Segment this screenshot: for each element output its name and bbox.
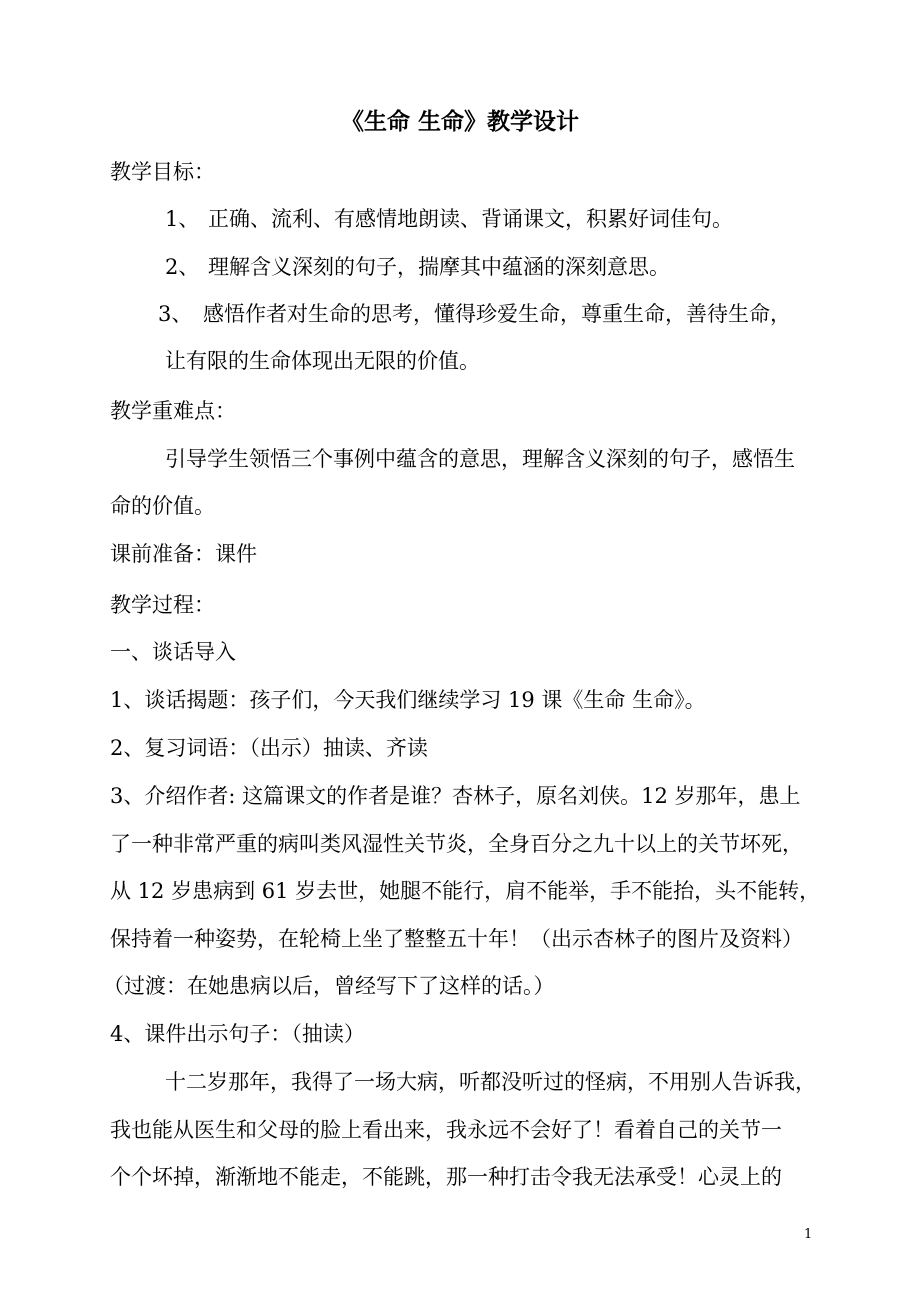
step-text: 4、课件出示句子：（抽读） (110, 1022, 365, 1046)
objective-text: 正确、流利、有感情地朗读、背诵课文，积累好词佳句。 (208, 207, 733, 231)
key-points-text: 命的价值。 (110, 494, 215, 518)
section-heading: 一、谈话导入 (110, 640, 236, 664)
step-text: 2、复习词语：（出示）抽读、齐读 (110, 736, 428, 760)
document-title: 《生命 生命》教学设计 (340, 108, 579, 135)
quote-text: 个个坏掉，渐渐地不能走，不能跳，那一种打击令我无法承受！心灵上的 (110, 1165, 782, 1189)
step-text: 从 12 岁患病到 61 岁去世，她腿不能行，肩不能举，手不能抬，头不能转， (110, 879, 821, 903)
objective-text: 感悟作者对生命的思考，懂得珍爱生命，尊重生命，善待生命， (203, 302, 791, 326)
step-text: 了一种非常严重的病叫类风湿性关节炎，全身百分之九十以上的关节坏死， (110, 832, 803, 856)
objective-number: 3、 (158, 302, 193, 326)
quote-text: 我也能从医生和父母的脸上看出来，我永远不会好了！看着自己的关节一 (110, 1118, 782, 1142)
process-heading: 教学过程： (110, 593, 215, 617)
step-text: 3、介绍作者: 这篇课文的作者是谁？杏林子，原名刘侠。12 岁那年，患上 (110, 784, 801, 808)
objective-text-continued: 让有限的生命体现出无限的价值。 (165, 349, 480, 373)
step-text: （过渡：在她患病以后，曾经写下了这样的话。） (103, 974, 555, 998)
step-text: 1、谈话揭题：孩子们，今天我们继续学习 19 课《生命 生命》。 (110, 688, 706, 712)
key-points-heading: 教学重难点： (110, 399, 236, 423)
quote-text: 十二岁那年，我得了一场大病，听都没听过的怪病，不用别人告诉我， (165, 1070, 816, 1094)
page-number: 1 (804, 1227, 813, 1242)
objective-text: 理解含义深刻的句子，揣摩其中蕴涵的深刻意思。 (208, 255, 670, 279)
step-text: 保持着一种姿势，在轮椅上坐了整整五十年！（出示杏林子的图片及资料） (110, 927, 803, 951)
objective-number: 2、 (165, 255, 200, 279)
key-points-text: 引导学生领悟三个事例中蕴含的意思，理解含义深刻的句子，感悟生 (165, 447, 795, 471)
preparation: 课前准备：课件 (110, 542, 257, 566)
objectives-heading: 教学目标： (110, 160, 215, 184)
objective-number: 1、 (165, 207, 200, 231)
